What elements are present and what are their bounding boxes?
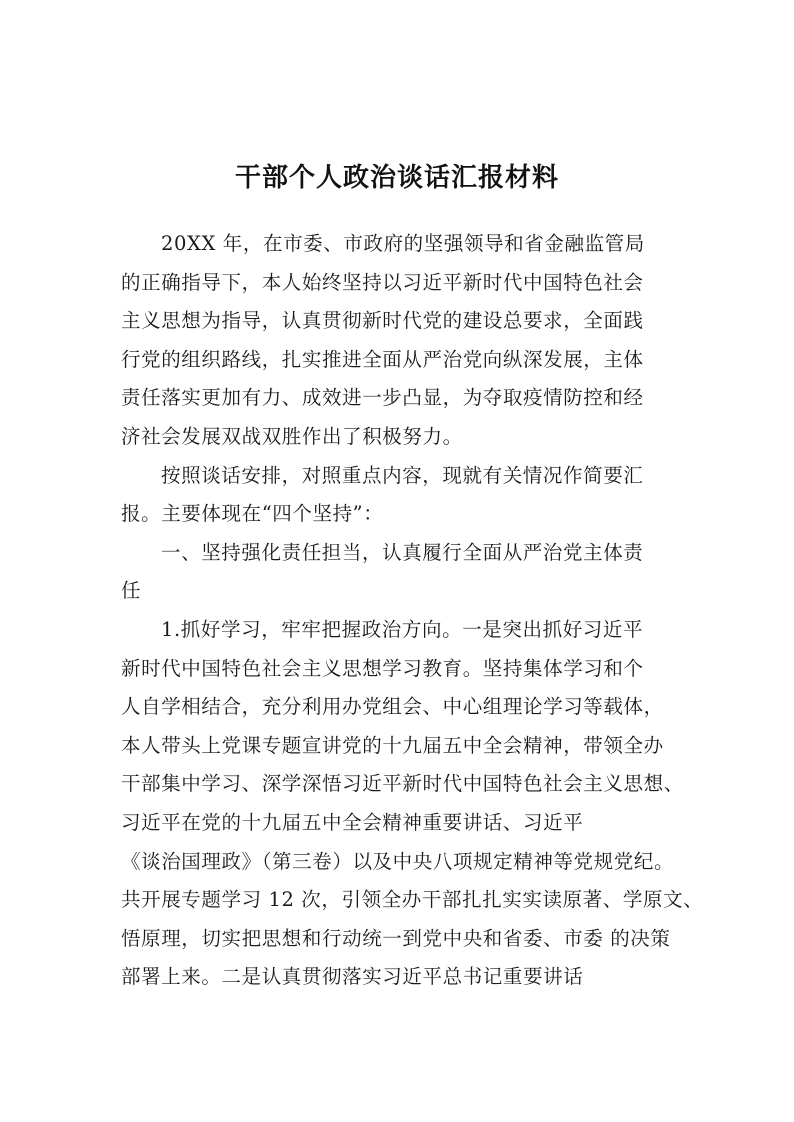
paragraph-line: 《谈治国理政》（第三卷）以及中央八项规定精神等党规党纪。 (121, 849, 675, 873)
paragraph-line: 部署上来。二是认真贯彻落实习近平总书记重要讲话 (121, 965, 584, 989)
paragraph-line: 20XX 年，在市委、市政府的坚强领导和省金融监管局 (161, 232, 645, 255)
paragraph-line: 习近平在党的十九届五中全会精神重要讲话、习近平 (121, 810, 584, 834)
paragraph-line: 责任落实更加有力、成效进一步凸显，为夺取疫情防控和经 (121, 386, 644, 410)
paragraph-line: 济社会发展双战双胜作出了积极努力。 (121, 424, 463, 448)
paragraph-line: 的正确指导下，本人始终坚持以习近平新时代中国特色社会 (121, 270, 644, 294)
paragraph-line: 报。主要体现在“四个坚持”： (121, 502, 384, 526)
document-body (121, 225, 704, 997)
paragraph-line: 行党的组织路线，扎实推进全面从严治党向纵深发展，主体 (121, 347, 644, 371)
paragraph-line: 1.抓好学习，牢牢把握政治方向。一是突出抓好习近平 (161, 617, 644, 641)
paragraph-line: 共开展专题学习 12 次，引领全办干部扎扎实实读原著、学原文、 (121, 888, 704, 912)
paragraph-line: 人自学相结合，充分利用办党组会、中心组理论学习等载体， (121, 695, 664, 719)
paragraph-line: 干部集中学习、深学深悟习近平新时代中国特色社会主义思想、 (121, 772, 684, 796)
paragraph-line: 主义思想为指导，认真贯彻新时代党的建设总要求，全面践 (121, 309, 644, 333)
paragraph-line: 新时代中国特色社会主义思想学习教育。坚持集体学习和个 (121, 656, 644, 680)
section-heading-line: 任 (121, 579, 142, 603)
paragraph-line: 按照谈话安排，对照重点内容，现就有关情况作简要汇 (161, 463, 644, 487)
paragraph-line: 悟原理，切实把思想和行动统一到党中央和省委、市委 的决策 (121, 926, 671, 950)
section-heading-line: 一、坚持强化责任担当，认真履行全面从严治党主体责 (161, 540, 644, 564)
document-title: 干部个人政治谈话汇报材料 (234, 163, 559, 193)
paragraph-line: 本人带头上党课专题宣讲党的十九届五中全会精神，带领全办 (121, 733, 664, 757)
